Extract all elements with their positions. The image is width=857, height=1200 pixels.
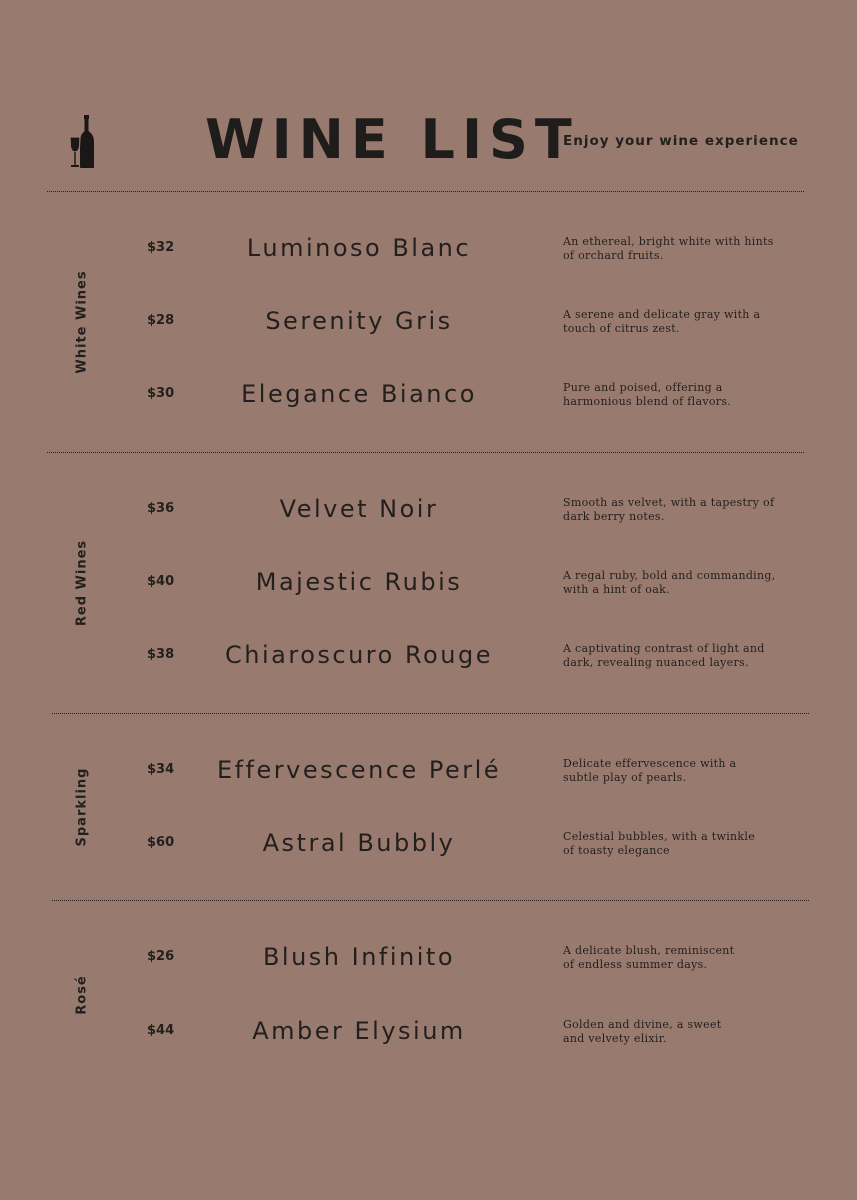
wine-item (0, 823, 857, 863)
wine-price: $60 (147, 835, 175, 850)
divider (47, 191, 804, 192)
wine-name: Serenity Gris (265, 307, 453, 335)
wine-description (563, 1018, 793, 1045)
wine-description (563, 381, 793, 408)
wine-price: $38 (147, 647, 175, 662)
description-line: A serene and delicate gray with a (563, 308, 761, 321)
description-line: subtle play of pearls. (563, 770, 687, 784)
description-line: of orchard fruits. (563, 248, 664, 262)
description-line: touch of citrus zest. (563, 321, 680, 335)
description-line: dark, revealing nuanced layers. (563, 655, 749, 669)
wine-item (0, 1011, 857, 1051)
wine-price: $28 (147, 313, 175, 328)
wine-price: $30 (147, 386, 175, 401)
wine-item (0, 750, 857, 790)
wine-item (0, 635, 857, 675)
wine-name: Astral Bubbly (262, 829, 456, 857)
wine-name: Amber Elysium (252, 1017, 466, 1045)
page-title: WINE LIST (205, 108, 579, 171)
divider (47, 452, 804, 453)
wine-name: Elegance Bianco (241, 380, 477, 408)
description-line: with a hint of oak. (563, 582, 670, 596)
description-line: dark berry notes. (563, 509, 665, 523)
wine-description (563, 308, 793, 335)
wine-description (563, 642, 793, 669)
description-line: Pure and poised, offering a (563, 381, 723, 394)
description-line: Smooth as velvet, with a tapestry of (563, 496, 775, 509)
wine-item (0, 489, 857, 529)
wine-price: $44 (147, 1023, 175, 1038)
description-line: A delicate blush, reminiscent (563, 944, 735, 957)
description-line: of endless summer days. (563, 957, 708, 971)
wine-name: Blush Infinito (262, 943, 456, 971)
category-label: Rosé (74, 975, 90, 1015)
menu-header (0, 0, 857, 192)
wine-description (563, 235, 793, 262)
wine-item (0, 374, 857, 414)
wine-name: Velvet Noir (279, 495, 439, 523)
divider (52, 900, 809, 901)
wine-bottle-and-glass-icon (68, 115, 98, 169)
description-line: An ethereal, bright white with hints (563, 235, 774, 248)
wine-description (563, 496, 793, 523)
wine-price: $32 (147, 240, 175, 255)
description-line: A captivating contrast of light and (563, 642, 765, 655)
tagline: Enjoy your wine experience (563, 133, 799, 149)
wine-item (0, 301, 857, 341)
description-line: Celestial bubbles, with a twinkle (563, 830, 756, 843)
category-label: Red Wines (74, 539, 90, 627)
wine-description (563, 569, 793, 596)
wine-name: Chiaroscuro Rouge (225, 641, 493, 669)
wine-name: Effervescence Perlé (216, 756, 502, 784)
wine-item (0, 937, 857, 977)
wine-item (0, 228, 857, 268)
divider (52, 713, 809, 714)
wine-item (0, 562, 857, 602)
wine-description (563, 944, 793, 971)
description-line: and velvety elixir. (563, 1031, 667, 1045)
wine-description (563, 830, 793, 857)
description-line: Golden and divine, a sweet (563, 1018, 722, 1031)
wine-description (563, 757, 793, 784)
category-label: White Wines (74, 270, 90, 374)
wine-name: Luminoso Blanc (246, 234, 472, 262)
wine-price: $36 (147, 501, 175, 516)
wine-price: $34 (147, 762, 175, 777)
wine-price: $40 (147, 574, 175, 589)
description-line: of toasty elegance (563, 843, 670, 857)
description-line: A regal ruby, bold and commanding, (563, 569, 776, 582)
wine-price: $26 (147, 949, 175, 964)
description-line: Delicate effervescence with a (563, 757, 737, 770)
wine-name: Majestic Rubis (255, 568, 463, 596)
description-line: harmonious blend of flavors. (563, 394, 732, 408)
category-label: Sparkling (74, 767, 90, 847)
